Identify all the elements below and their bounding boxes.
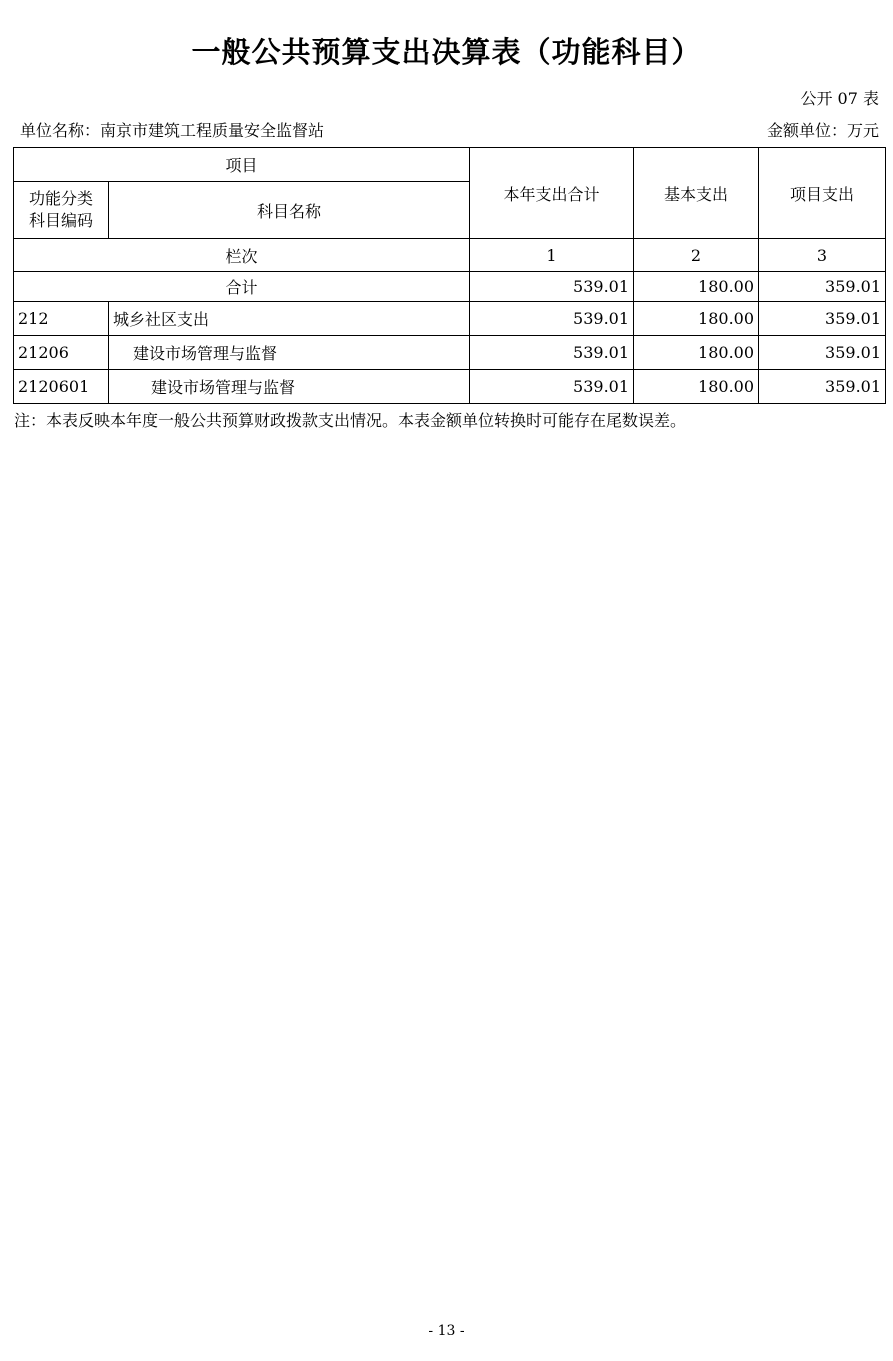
table-row <box>14 336 886 370</box>
row-project: 359.01 <box>759 336 886 370</box>
header-item: 项目 <box>14 148 470 182</box>
header-func-code-text: 功能分类 科目编码 <box>28 189 93 230</box>
total-row <box>14 272 886 302</box>
page-title: 一般公共预算支出决算表（功能科目） <box>191 35 702 69</box>
table-row <box>14 302 886 336</box>
row-code: 2120601 <box>14 370 109 404</box>
row-total: 539.01 <box>470 336 634 370</box>
header-row-1 <box>14 148 886 182</box>
unit-name: 单位名称：南京市建筑工程质量安全监督站 <box>20 121 325 140</box>
row-name: 建设市场管理与监督 <box>109 370 470 404</box>
column-index-3: 3 <box>759 239 886 272</box>
total-row-project: 359.01 <box>759 272 886 302</box>
row-total: 539.01 <box>470 302 634 336</box>
row-project: 359.01 <box>759 302 886 336</box>
total-row-basic: 180.00 <box>634 272 759 302</box>
amount-unit: 金额单位：万元 <box>766 121 879 140</box>
column-index-label: 栏次 <box>14 239 470 272</box>
column-index-row <box>14 239 886 272</box>
row-code: 212 <box>14 302 109 336</box>
row-basic: 180.00 <box>634 302 759 336</box>
row-total: 539.01 <box>470 370 634 404</box>
budget-table <box>13 147 886 404</box>
header-basic: 基本支出 <box>634 148 759 239</box>
total-row-label: 合计 <box>14 272 470 302</box>
header-total: 本年支出合计 <box>470 148 634 239</box>
header-project: 项目支出 <box>759 148 886 239</box>
form-code: 公开 07 表 <box>800 89 879 108</box>
row-basic: 180.00 <box>634 370 759 404</box>
row-name: 城乡社区支出 <box>109 302 470 336</box>
column-index-2: 2 <box>634 239 759 272</box>
row-code: 21206 <box>14 336 109 370</box>
column-index-1: 1 <box>470 239 634 272</box>
table-note: 注：本表反映本年度一般公共预算财政拨款支出情况。本表金额单位转换时可能存在尾数误差。 <box>14 411 687 430</box>
row-basic: 180.00 <box>634 336 759 370</box>
row-project: 359.01 <box>759 370 886 404</box>
header-subject-name: 科目名称 <box>109 182 470 239</box>
total-row-total: 539.01 <box>470 272 634 302</box>
page-number: - 13 - <box>428 1323 465 1339</box>
row-name: 建设市场管理与监督 <box>109 336 470 370</box>
table-row <box>14 370 886 404</box>
header-func-code <box>14 182 109 239</box>
